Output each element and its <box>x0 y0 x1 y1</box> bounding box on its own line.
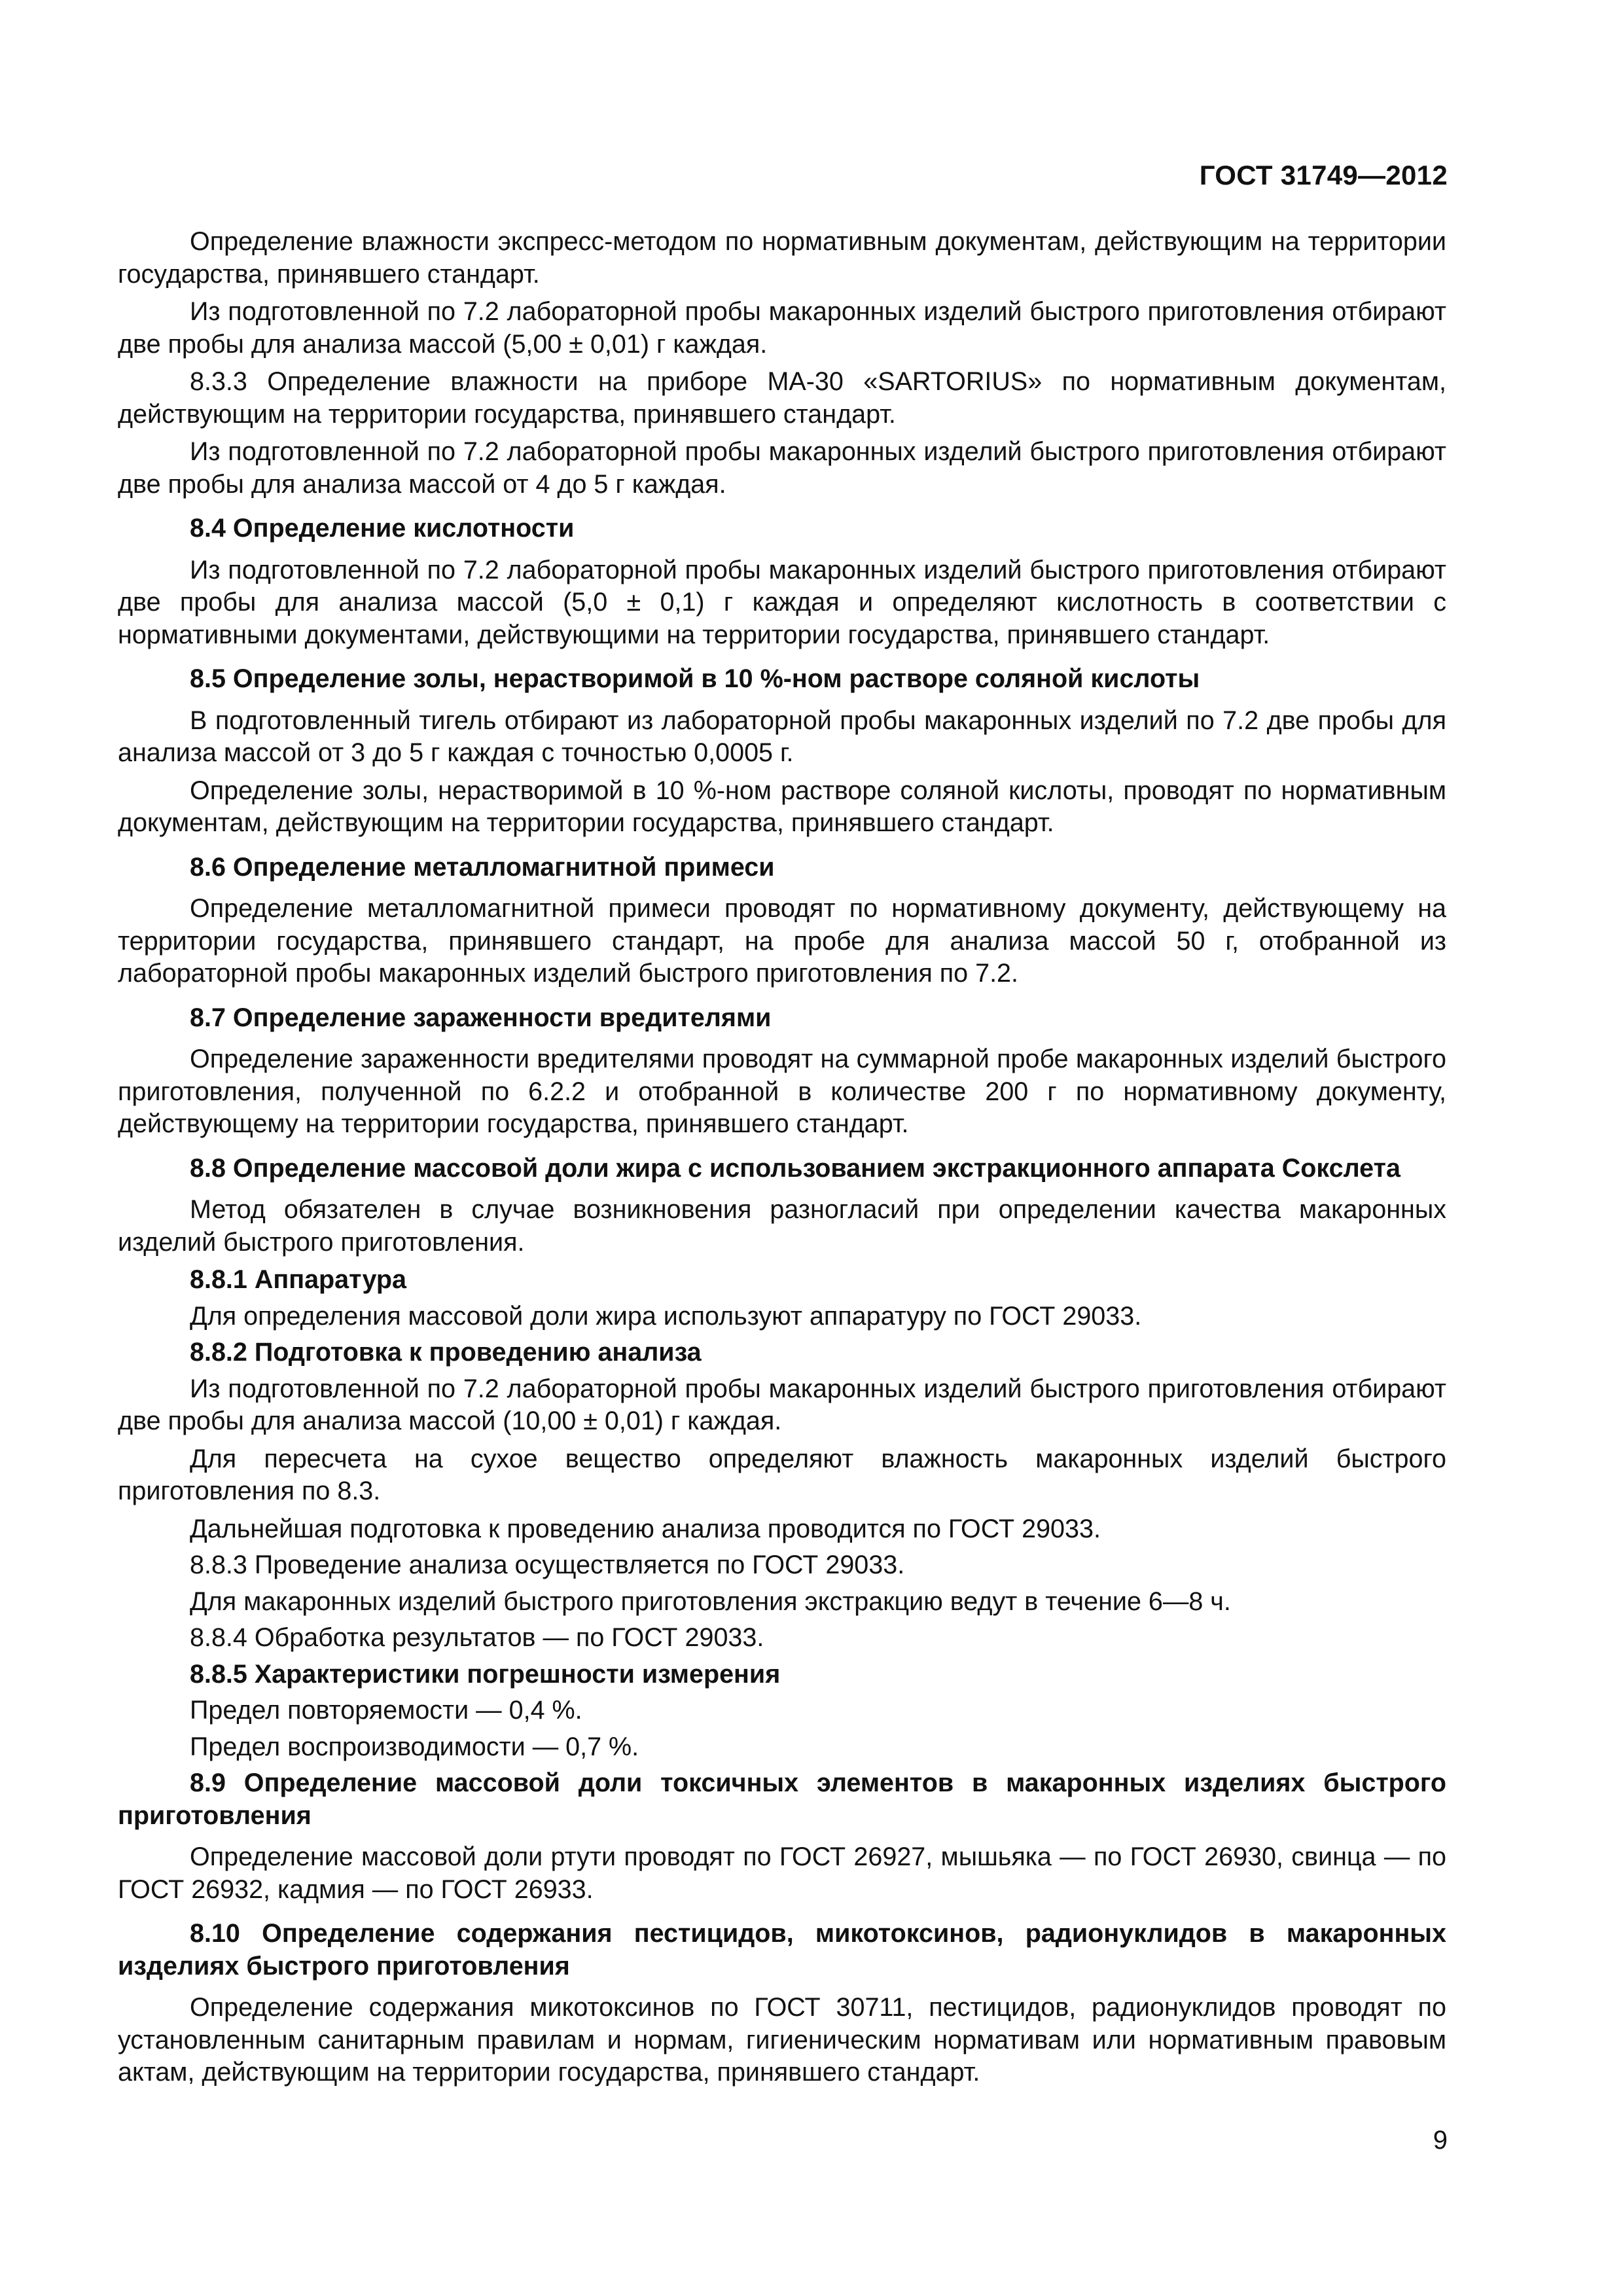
item-line: Для определения массовой доли жира используют аппаратуру по ГОСТ 29033. <box>190 1301 1142 1331</box>
subsection-heading: 8.8.2 Подготовка к проведению анализа <box>190 1338 702 1367</box>
paragraph: Из подготовленной по 7.2 лабораторной пробы макаронных изделий быстрого приготовления отбирают две пробы для анализа массой от 4 до 5 г каждая. <box>118 437 1446 499</box>
paragraph: Из подготовленной по 7.2 лабораторной пробы макаронных изделий быстрого приготовления отбирают две пробы для анализа массой (5,0 ± 0,1) г каждая и определяют кислотность в соответствии с нормативными документами, действующими на территории государства, принявшего стандарт. <box>118 555 1446 649</box>
paragraph: Для пересчета на сухое вещество определяют влажность макаронных изделий быстрого приготовления по 8.3. <box>118 1444 1446 1505</box>
document-body <box>118 226 1446 2094</box>
paragraph: Определение зараженности вредителями проводят на суммарной пробе макаронных изделий быстрого приготовления, полученной по 6.2.2 и отобранной в количестве 200 г по нормативному документу, действующему на территории государства, принявшего стандарт. <box>118 1045 1446 1138</box>
paragraph: Определение содержания микотоксинов по ГОСТ 30711, пестицидов, радионуклидов проводят по установленным санитарным правилам и нормам, гигиеническим нормативам или нормативным правовым актам, действующим на территории государства, принявшего стандарт. <box>118 1993 1446 2087</box>
document-header: ГОСТ 31749—2012 <box>1199 160 1448 190</box>
paragraph: Определение металломагнитной примеси проводят по нормативному документу, действующему на территории государства, принявшего стандарт, на пробе для анализа массой 50 г, отобранной из лабораторной пробы макаронных изделий быстрого приготовления по 7.2. <box>118 894 1446 988</box>
paragraph: Определение золы, нерастворимой в 10 %-ном растворе соляной кислоты, проводят по нормативным документам, действующим на территории государства, принявшего стандарт. <box>118 776 1446 837</box>
item-line: Предел повторяемости — 0,4 %. <box>190 1696 582 1725</box>
paragraph: Определение влажности экспресс-методом по нормативным документам, действующим на территории государства, принявшего стандарт. <box>118 227 1446 289</box>
item-line: 8.8.3 Проведение анализа осуществляется по ГОСТ 29033. <box>190 1551 905 1579</box>
paragraph: Метод обязателен в случае возникновения разногласий при определении качества макаронных изделий быстрого приготовления. <box>118 1195 1446 1257</box>
item-line: Дальнейшая подготовка к проведению анализа проводится по ГОСТ 29033. <box>190 1514 1101 1543</box>
section-heading: 8.4 Определение кислотности <box>190 514 575 543</box>
item-line: 8.8.4 Обработка результатов — по ГОСТ 29033. <box>190 1623 764 1652</box>
section-heading: 8.9 Определение массовой доли токсичных элементов в макаронных изделиях быстрого приготовления <box>118 1768 1446 1830</box>
paragraph: 8.3.3 Определение влажности на приборе МА-30 «SARTORIUS» по нормативным документам, действующим на территории государства, принявшего стандарт. <box>118 367 1446 429</box>
section-heading: 8.10 Определение содержания пестицидов, микотоксинов, радионуклидов в макаронных изделиях быстрого приготовления <box>118 1919 1446 1981</box>
section-heading: 8.6 Определение металломагнитной примеси <box>190 852 775 882</box>
paragraph: Из подготовленной по 7.2 лабораторной пробы макаронных изделий быстрого приготовления отбирают две пробы для анализа массой (5,00 ± 0,01) г каждая. <box>118 297 1446 359</box>
paragraph: Из подготовленной по 7.2 лабораторной пробы макаронных изделий быстрого приготовления отбирают две пробы для анализа массой (10,00 ± 0,01) г каждая. <box>118 1374 1446 1435</box>
paragraph: В подготовленный тигель отбирают из лабораторной пробы макаронных изделий по 7.2 две пробы для анализа массой от 3 до 5 г каждая с точностью 0,0005 г. <box>118 706 1446 767</box>
item-line: Предел воспроизводимости — 0,7 %. <box>190 1732 639 1761</box>
item-line: Для макаронных изделий быстрого приготовления экстракцию ведут в течение 6—8 ч. <box>190 1587 1231 1616</box>
subsection-heading: 8.8.1 Аппаратура <box>190 1265 407 1294</box>
section-heading: 8.8 Определение массовой доли жира с использованием экстракционного аппарата Сокслета <box>190 1153 1400 1183</box>
section-heading: 8.7 Определение зараженности вредителями <box>190 1003 772 1032</box>
section-heading: 8.5 Определение золы, нерастворимой в 10 %-ном растворе соляной кислоты <box>190 664 1200 693</box>
page-number: 9 <box>1433 2126 1448 2155</box>
subsection-heading: 8.8.5 Характеристики погрешности измерения <box>190 1659 781 1689</box>
paragraph: Определение массовой доли ртути проводят по ГОСТ 26927, мышьяка — по ГОСТ 26930, свинца — по ГОСТ 26932, кадмия — по ГОСТ 26933. <box>118 1842 1446 1904</box>
